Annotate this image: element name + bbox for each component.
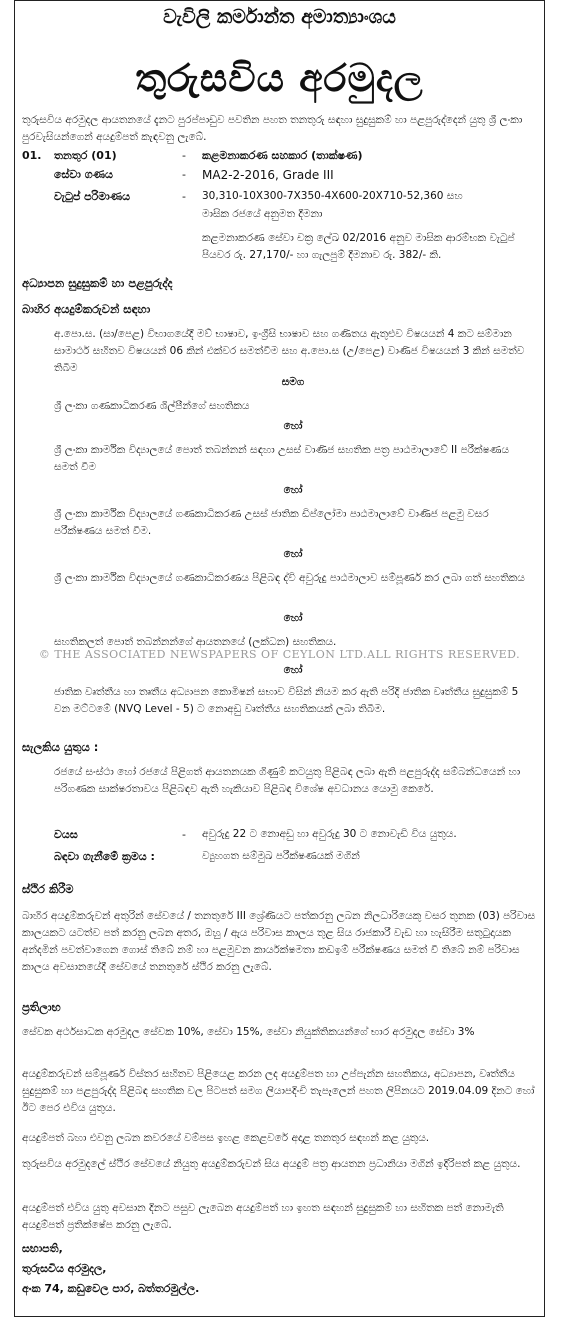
salary-label: වැටුප් පරිමාණය [54, 190, 131, 203]
dash: - [182, 828, 186, 841]
post-row [22, 149, 537, 167]
benefits-text: සේවක අර්ථසාධක අරමුදල සේවක 10%, සේවා 15%, සේවා නියුක්තිකයන්ගේ භාර අරමුදල සේවා 3% [22, 1026, 475, 1038]
copyright-watermark: © THE ASSOCIATED NEWSPAPERS OF CEYLON LTD.ALL RIGHTS RESERVED. [38, 648, 521, 661]
external-applicants-heading: බාහිර අයදුම්කරුවන් සඳහා [22, 302, 151, 316]
or-separator: හෝ [283, 484, 303, 496]
grade-row [22, 168, 537, 186]
qualification-2: ශ්‍රී ලංකා ගණකාධිකරණ ශිල්පීන්ගේ සහතිකය [54, 400, 250, 412]
internal-applicants-note: තුරුසවිය අරමුදලේ ස්ථිර සේවයේ නියුතු අයදුම්කරුවන් සිය අයදුම් පත්‍ර ආයතන ප්‍රධානියා මගින් ඉදිරිපත් කළ යුතුය. [22, 1158, 521, 1170]
advertisement [14, 0, 547, 1319]
notice-heading: සැලකිය යුතුය : [22, 740, 99, 754]
confirmation-heading: ස්ථිර කිරීම [22, 882, 74, 896]
qualifications-heading: අධ්‍යාපන සුදුසුකම් හා පළපුරුද්ද [22, 276, 173, 290]
signature-organisation: තුරුසවිය අරමුදල, [22, 1262, 107, 1275]
intro-paragraph: තුරුසවිය අරමුදල ආයතනයේ දැනට පුරප්පාඩුව පවතින පහත තනතුරු සඳහා සුදුසුකම් හා පළපුරුද්දෙන් යුතු ශ්‍රී ලංකා පුරවැසියන්ගෙන් අයදුම්පත් කැඳවනු ලැබේ. [22, 114, 523, 143]
confirmation-text: බාහිර අයදුම්කරුවන් අතුරින් සේවයේ / තනතුරේ III ශ්‍රේණියට පත්කරනු ලබන නිලධාරියෙකු වසර තුනක (03) පරිවාස කාලයකට යටත්ව පත් කරනු ලබන අතර, ඔහු / ඇය පරිවාස කාලය තුළ සිය රාජකාරී වැඩ හා හැසිරීම සතුටුදායක අන්දමින් පවත්වාගෙන ගොස් තිබේ නම් හා පළමුවන කාර්යක්ෂමතා කඩඉම් පරීක්ෂණය සමත් වී තිබේ නම් පරිවාස කාලය අවසානයේදී සේවයේ තනතුරේ ස්ථිර කරනු ලැබේ. [22, 910, 536, 973]
qualification-5: ශ්‍රී ලංකා කාර්මික විද්‍යාලයේ ගණකාධිකරණය පිළිබඳ ද්වි අවුරුදු පාඨමාලාව සම්පූර්ණ කර ලබා ගත් සහතිකය [54, 572, 525, 584]
rejection-note: අයදුම්පත් එවිය යුතු අවසාන දිනට පසුව ලැබෙන අයදුම්පත් හා ඉහත සඳහන් සුදුසුකම් හා සහිතක පත් නොමැති අයදුම්පත් ප්‍රතික්ෂේප කරනු ලැබේ. [22, 1202, 504, 1231]
application-instructions: අයදුම්කරුවන් සම්පූර්ණ විස්තර සහිතව පිළියෙළ කරන ලද අයදුම්පත හා උප්පැන්න සහතිකය, අධ්‍යාපන, වෘත්තීය සුදුසුකම් හා පළපුරුද්ද පිළිබඳ සහතික වල පිටපත් සමග ලියාපදිංචි තැපෑලෙන් පහත ලිපිනයට 2019.04.09 දිනට හෝ ඊට පෙර එවිය යුතුය. [22, 1068, 535, 1114]
recruitment-method: ව්‍යුහගත සම්මුඛ පරීක්ෂණයක් මගින් [202, 850, 360, 862]
grade-value: MA2-2-2016, Grade III [202, 168, 334, 182]
qualification-3: ශ්‍රී ලංකා කාර්මික විද්‍යාලයේ පොත් තබන්නන් සඳහා උසස් වාණිජ සහතික පත්‍ර පාඨමාලාවේ II පරීක්ෂණය සමත් වීම [54, 444, 509, 473]
salary-note: කළමනාකරණ සේවා චක්‍ර ලේඛ 02/2016 අනුව මාසික ආරම්භක වැටුප් පියවර රු. 27,170/- හා ගැලපුම් දීමනාව රු. 382/- කි. [202, 232, 515, 261]
or-separator: හෝ [283, 548, 303, 560]
qualification-4: ශ්‍රී ලංකා කාර්මික විද්‍යාලයේ ගණකාධිකරණ උසස් ජාතික ඩිප්ලෝමා පාඨමාලාවේ වාණිජ පළමු වසර පරීක්ෂණය සමත් වීම. [54, 508, 489, 537]
envelope-instructions: අයදුම්පත් බහා එවනු ලබන කවරයේ වම්පස ඉහළ කෙළවරේ අදාළ තනතුර සඳහන් කළ යුතුය. [22, 1132, 430, 1144]
post-label: තනතුර (01) [54, 149, 117, 162]
or-separator: හෝ [283, 420, 303, 432]
qualification-7: ජාතික වෘත්තීය හා තෘතීය අධ්‍යාපන කොමිෂන් සභාව විසින් නියම කර ඇති පරිදි ජාතික වෘත්තීය සුදුසුකම් 5 වන මට්ටමේ (NVQ Level - 5) ට නොඅඩු වෘත්තීය සහතිකයක් ලබා තිබීම. [54, 686, 519, 715]
age-value: අවුරුදු 22 ට නොඅඩු හා අවුරුදු 30 ට නොවැඩි විය යුතුය. [202, 828, 457, 840]
age-label: වයස [54, 828, 78, 841]
ministry-name: වැවිලි කර්මාන්ත අමාත්‍යාංශය [163, 6, 396, 28]
signature-address: අංක 74, කඩුවෙල පාර, බත්තරමුල්ල. [22, 1282, 200, 1295]
dash: - [182, 190, 186, 203]
post-number: 01. [22, 149, 42, 162]
salary-allowance: මාසික රජයේ අනුමත දීමනා [202, 208, 323, 220]
signature-title: සභාපති, [22, 1242, 63, 1255]
notice-text: රජයේ සංස්ථා හෝ රජයේ පිළිගත් ආයතනයක ගිණුම් කටයුතු පිළිබඳ ලබා ඇති පළපුරුද්ද සම්බන්ධයෙන් හා පරිගණක සාක්ෂරතාවය පිළිබඳව ඇති හැකියාව පිළිබඳ විශේෂ අවධානය යොමු කෙරේ. [54, 766, 521, 795]
benefits-heading: ප්‍රතිලාභ [22, 1000, 61, 1014]
and-separator: සමග [281, 376, 305, 388]
qualification-1: අ.පො.ස. (සා/පෙළ) විභාගයේදී මව් භාෂාව, ඉංග්‍රීසි භාෂාව සහ ගණිතය ඇතුළුව විෂයයන් 4 කට සම්මාන සාමාර්ථ සහිතව විෂයයන් 06 කින් එක්වර සමත්වීම සහ අ.පො.ස (උ/පෙළ) වාණිජ විෂයයන් 3 කින් සමත්ව තිබීම [54, 328, 525, 374]
post-name: කළමනාකරණ සහකාර (තාක්ෂණ) [202, 149, 363, 162]
fund-title: තුරුසවිය අරමුදල [135, 56, 424, 100]
qualification-6: සහතිකලත් පොත් තබන්නන්ගේ ආයතනයේ (ලක්ධන) සහතිකය. [54, 636, 337, 648]
salary-scale: 30,310-10X300-7X350-4X600-20X710-52,360 සහ [202, 190, 463, 202]
grade-label: සේවා ගණය [54, 168, 113, 181]
age-row [22, 828, 537, 846]
dash: - [182, 168, 186, 181]
recruitment-row [22, 850, 537, 868]
or-separator: හෝ [283, 664, 303, 676]
dash: - [182, 149, 186, 162]
or-separator: හෝ [283, 612, 303, 624]
recruitment-method-label: බඳවා ගැනීමේ ක්‍රමය : [54, 850, 155, 863]
